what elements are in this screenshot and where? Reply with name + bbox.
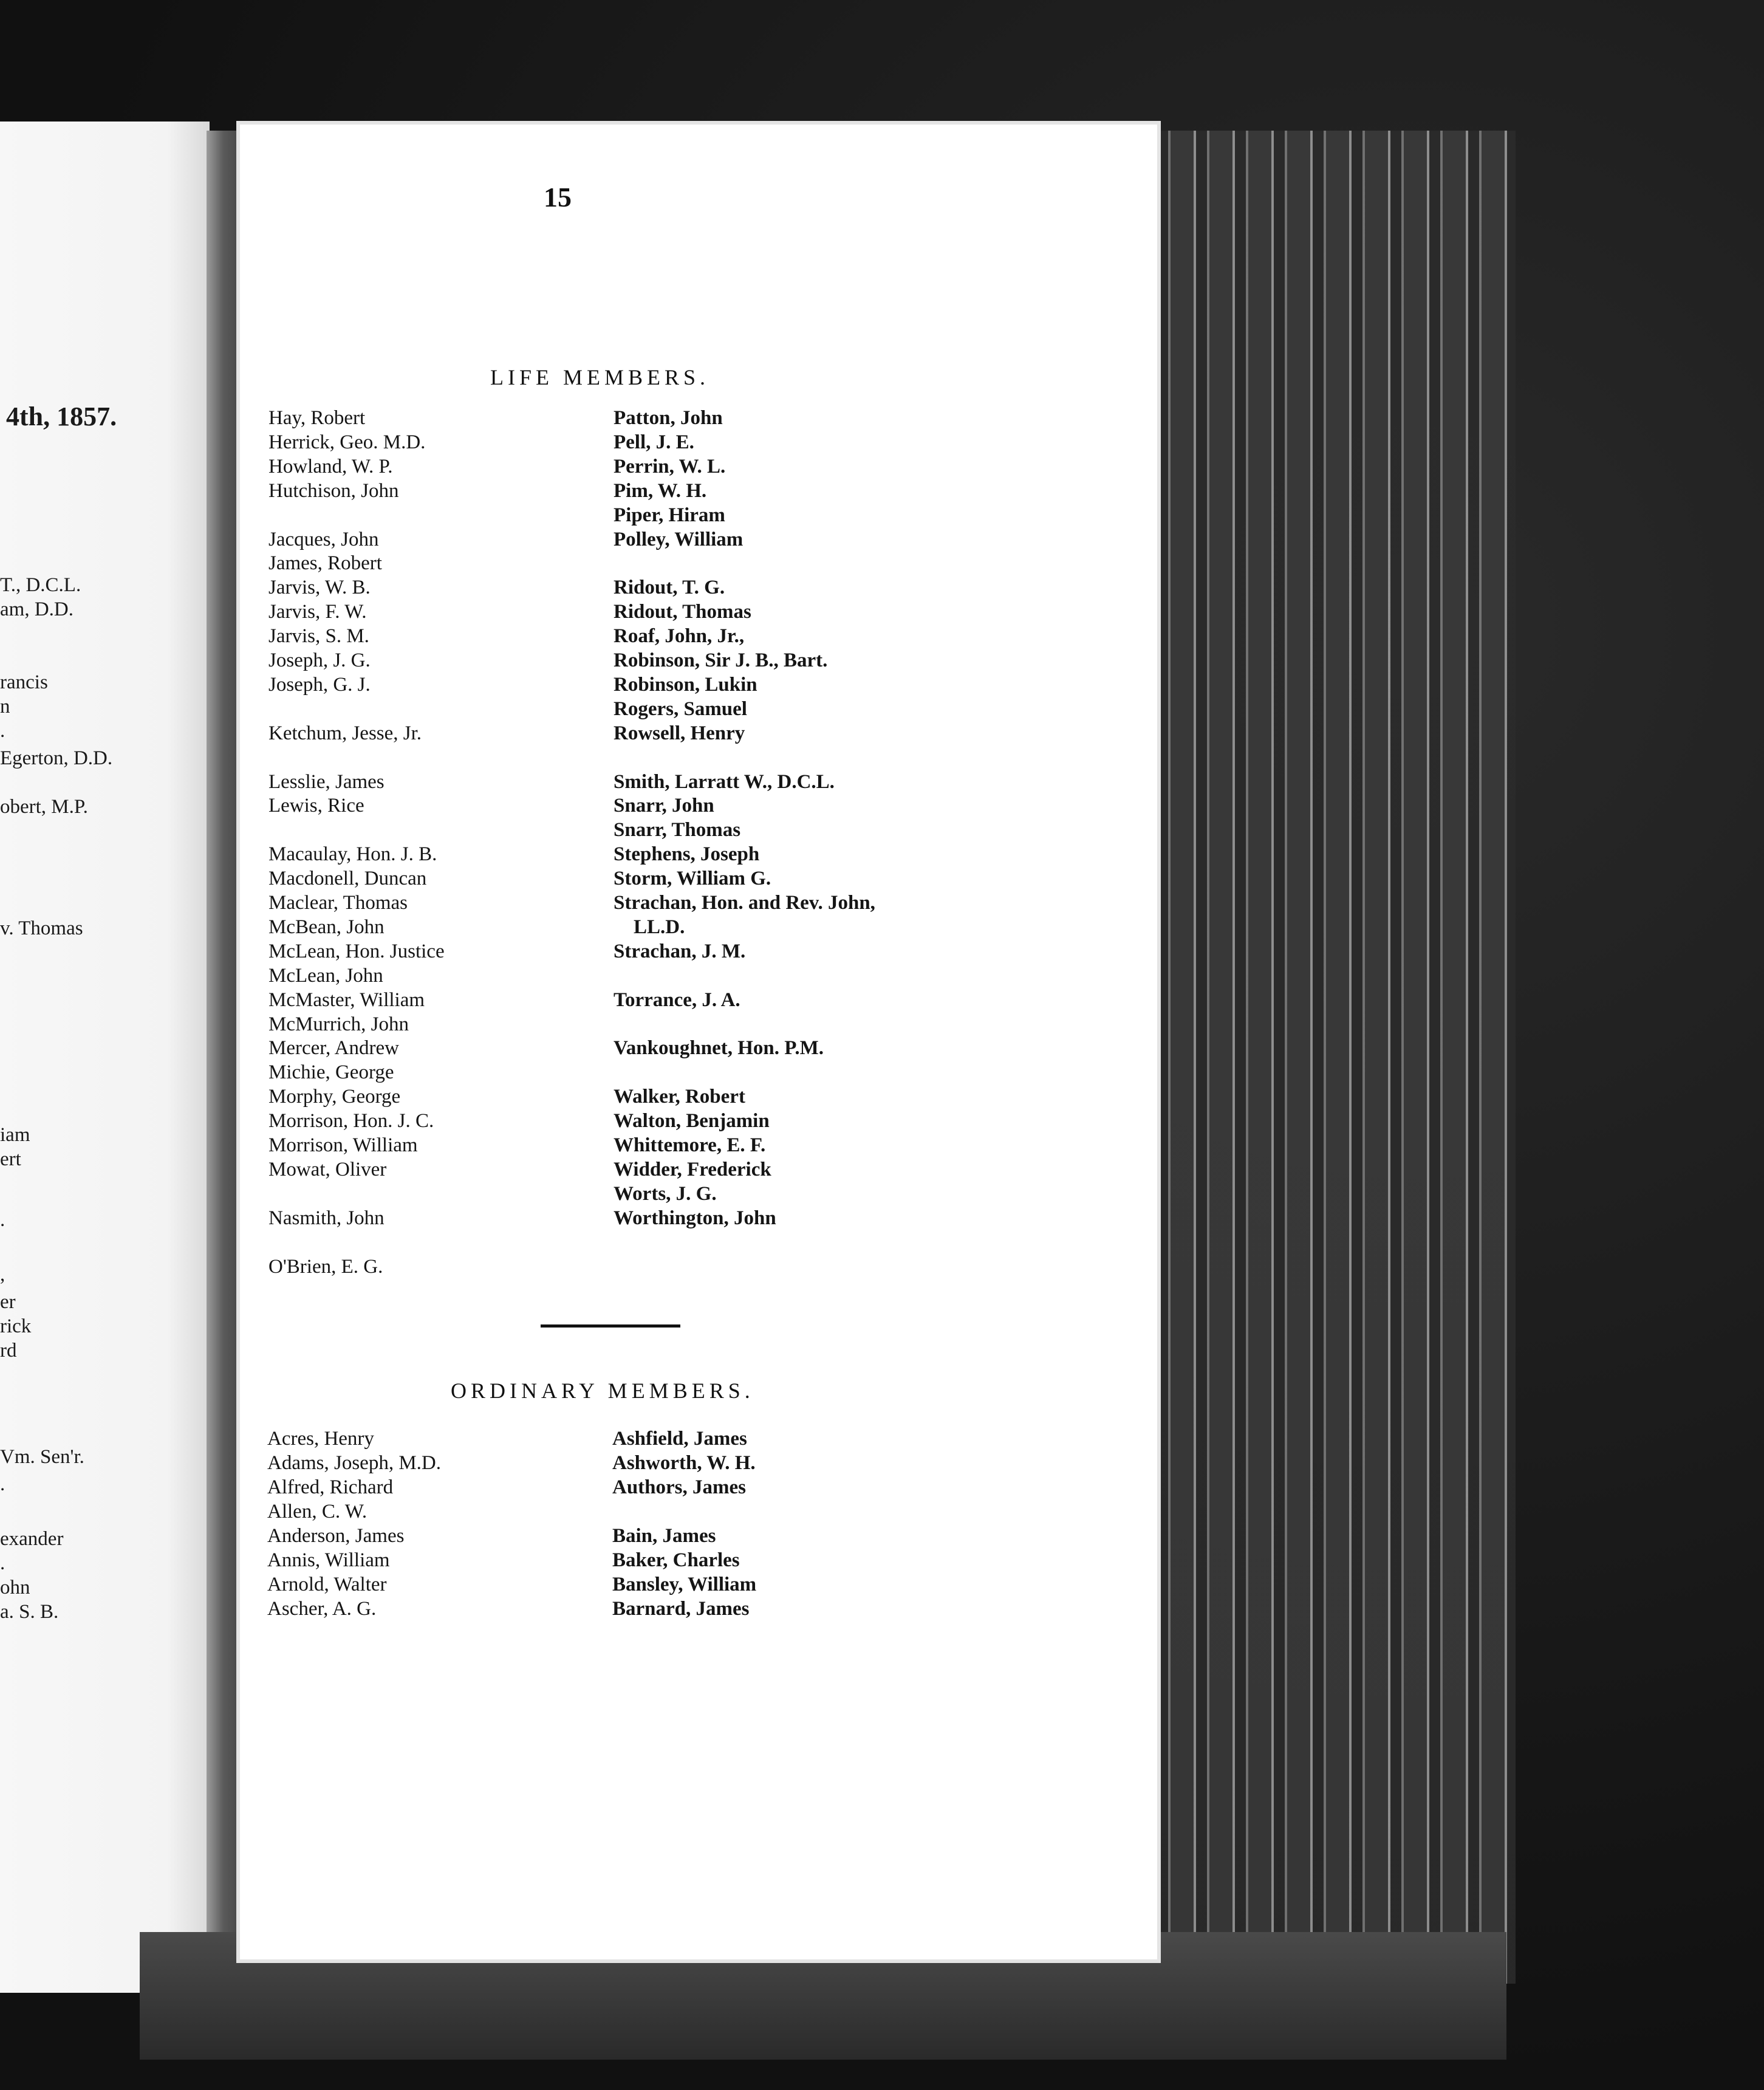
left-page-text-fragment: . <box>0 1552 5 1574</box>
member-name: Acres, Henry <box>267 1428 374 1450</box>
member-name: Morrison, William <box>268 1134 418 1156</box>
left-page-text-fragment: obert, M.P. <box>0 796 88 818</box>
member-name: Snarr, Thomas <box>614 819 741 841</box>
member-name: Alfred, Richard <box>267 1476 394 1498</box>
member-name: Allen, C. W. <box>267 1501 368 1523</box>
member-name: Strachan, J. M. <box>614 940 746 962</box>
member-name: McBean, John <box>268 916 385 938</box>
member-name: Ketchum, Jesse, Jr. <box>268 722 422 744</box>
left-page-text-fragment: T., D.C.L. <box>0 574 81 596</box>
left-page-heading-fragment: 4th, 1857. <box>6 402 117 431</box>
left-page-text-fragment: iam <box>0 1124 30 1146</box>
member-name: Strachan, Hon. and Rev. John, <box>614 892 875 914</box>
left-page-text-fragment: ert <box>0 1148 21 1170</box>
member-name: Roaf, John, Jr., <box>614 625 745 648</box>
member-name: Piper, Hiram <box>614 504 725 526</box>
left-page-text-fragment: am, D.D. <box>0 598 74 620</box>
member-name: Storm, William G. <box>614 868 771 890</box>
section-divider <box>541 1324 680 1328</box>
member-name: Stephens, Joseph <box>614 843 760 866</box>
member-name: Bansley, William <box>612 1574 757 1595</box>
member-name: Robinson, Sir J. B., Bart. <box>614 649 828 671</box>
member-name: Whittemore, E. F. <box>614 1134 766 1156</box>
member-name: Ashworth, W. H. <box>612 1452 756 1474</box>
member-name: Howland, W. P. <box>268 455 393 478</box>
left-page-text-fragment: v. Thomas <box>0 917 83 939</box>
left-page-text-fragment: ohn <box>0 1577 30 1598</box>
member-name: Mercer, Andrew <box>268 1037 399 1060</box>
member-name: Ridout, Thomas <box>614 601 751 623</box>
member-name: Barnard, James <box>612 1598 750 1620</box>
member-name: Smith, Larratt W., D.C.L. <box>614 770 835 793</box>
member-name: Lewis, Rice <box>268 795 364 817</box>
member-name: McLean, Hon. Justice <box>268 940 445 962</box>
left-page-text-fragment: er <box>0 1291 16 1313</box>
left-page-text-fragment: a. S. B. <box>0 1601 59 1623</box>
member-name: Vankoughnet, Hon. P.M. <box>614 1037 824 1060</box>
member-name: Jarvis, S. M. <box>268 625 369 648</box>
member-name: Rowsell, Henry <box>614 722 745 744</box>
member-name: Macaulay, Hon. J. B. <box>268 843 437 866</box>
book-page-edges <box>1157 131 1516 1984</box>
member-name: McLean, John <box>268 964 383 987</box>
member-name: Adams, Joseph, M.D. <box>267 1452 441 1474</box>
member-name: LL.D. <box>614 916 685 938</box>
member-name: Pell, J. E. <box>614 431 694 453</box>
member-name: Ascher, A. G. <box>267 1598 377 1620</box>
member-name: Joseph, G. J. <box>268 673 371 696</box>
member-name: Robinson, Lukin <box>614 673 757 696</box>
member-name: Lesslie, James <box>268 770 385 793</box>
member-name: Herrick, Geo. M.D. <box>268 431 426 453</box>
member-name: Ridout, T. G. <box>614 577 725 599</box>
left-page-text-fragment: rancis <box>0 671 48 693</box>
member-name: Bain, James <box>612 1525 716 1547</box>
left-page-text-fragment: n <box>0 696 10 718</box>
left-page-text-fragment: . <box>0 720 5 742</box>
left-page-text-fragment: exander <box>0 1528 64 1550</box>
member-name: Jacques, John <box>268 528 379 550</box>
member-name: Walker, Robert <box>614 1086 745 1108</box>
member-name: Hay, Robert <box>268 407 366 429</box>
member-name: Morphy, George <box>268 1086 401 1108</box>
left-page-text-fragment: rd <box>0 1340 17 1362</box>
member-name: Patton, John <box>614 407 723 429</box>
member-name: Worts, J. G. <box>614 1182 717 1205</box>
member-name: Michie, George <box>268 1061 394 1084</box>
member-name: Macdonell, Duncan <box>268 868 427 890</box>
member-name: Maclear, Thomas <box>268 892 408 914</box>
member-name: Arnold, Walter <box>267 1574 387 1595</box>
page-number: 15 <box>544 182 572 213</box>
member-name: Walton, Benjamin <box>614 1110 770 1132</box>
left-page-text-fragment: . <box>0 1209 5 1231</box>
member-name: Mowat, Oliver <box>268 1158 387 1180</box>
member-name: Baker, Charles <box>612 1549 740 1571</box>
left-page-text-fragment: . <box>0 1473 5 1495</box>
member-name: Authors, James <box>612 1476 746 1498</box>
member-name: Joseph, J. G. <box>268 649 371 671</box>
member-name: Morrison, Hon. J. C. <box>268 1110 434 1132</box>
member-name: Annis, William <box>267 1549 390 1571</box>
left-page-text-fragment: , <box>0 1264 5 1286</box>
member-name: Jarvis, F. W. <box>268 601 367 623</box>
left-page-text-fragment: Vm. Sen'r. <box>0 1446 84 1468</box>
left-page-text-fragment: rick <box>0 1315 32 1337</box>
member-name: McMaster, William <box>268 988 425 1011</box>
member-name: Pim, W. H. <box>614 479 707 502</box>
member-name: McMurrich, John <box>268 1013 409 1035</box>
left-page-text-fragment: Egerton, D.D. <box>0 747 113 769</box>
member-name: Widder, Frederick <box>614 1158 771 1180</box>
member-name: Jarvis, W. B. <box>268 577 371 599</box>
member-name: Nasmith, John <box>268 1207 385 1229</box>
member-name: Torrance, J. A. <box>614 988 740 1011</box>
member-name: Hutchison, John <box>268 479 399 502</box>
member-name: Perrin, W. L. <box>614 455 726 478</box>
member-name: Worthington, John <box>614 1207 776 1229</box>
member-name: O'Brien, E. G. <box>268 1255 383 1278</box>
member-name: Snarr, John <box>614 795 714 817</box>
member-name: Polley, William <box>614 528 744 550</box>
member-name: Rogers, Samuel <box>614 697 747 720</box>
life-members-title: LIFE MEMBERS. <box>490 365 710 389</box>
ordinary-members-title: ORDINARY MEMBERS. <box>451 1379 754 1403</box>
member-name: James, Robert <box>268 552 382 575</box>
member-name: Anderson, James <box>267 1525 405 1547</box>
member-name: Ashfield, James <box>612 1428 747 1450</box>
previous-page-fragment <box>0 122 210 1993</box>
